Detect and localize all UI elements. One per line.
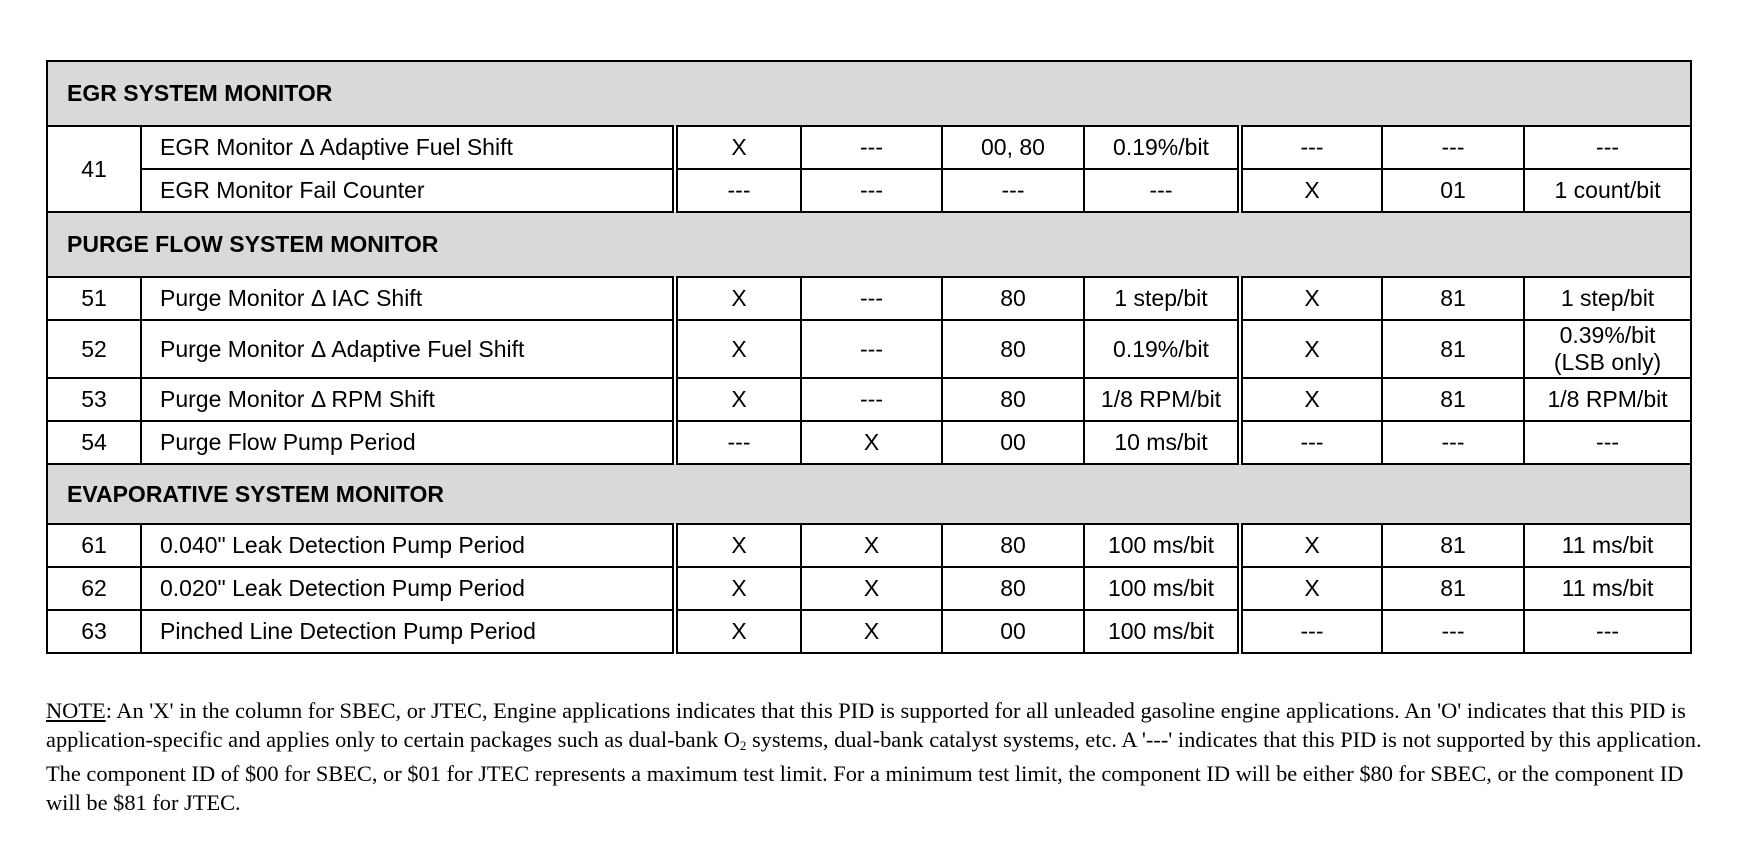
table-row (47, 610, 1691, 653)
value-cell: X (1240, 277, 1382, 320)
value-cell: --- (1382, 421, 1524, 464)
pid-cell: 54 (47, 421, 141, 464)
pid-cell: 51 (47, 277, 141, 320)
value-cell: X (1240, 378, 1382, 421)
note-subscript: 2 (739, 737, 747, 753)
table-row (47, 277, 1691, 320)
value-cell: 81 (1382, 524, 1524, 567)
value-cell: 80 (942, 524, 1084, 567)
section-header-egr (47, 61, 1691, 126)
value-cell: --- (675, 421, 801, 464)
description-cell: Purge Monitor Δ RPM Shift (141, 378, 675, 421)
value-cell: X (675, 610, 801, 653)
value-cell: 81 (1382, 378, 1524, 421)
value-cell: X (675, 567, 801, 610)
value-cell: 1 step/bit (1524, 277, 1691, 320)
value-cell: 100 ms/bit (1084, 610, 1240, 653)
section-title: PURGE FLOW SYSTEM MONITOR (47, 212, 1691, 277)
table-row (47, 567, 1691, 610)
value-cell: 81 (1382, 277, 1524, 320)
value-cell: --- (1524, 126, 1691, 169)
description-cell: EGR Monitor Fail Counter (141, 169, 675, 212)
value-cell-multiline (1524, 320, 1691, 378)
description-cell: 0.040" Leak Detection Pump Period (141, 524, 675, 567)
value-cell: X (1240, 524, 1382, 567)
value-cell: --- (1382, 610, 1524, 653)
value-cell: 1/8 RPM/bit (1524, 378, 1691, 421)
value-cell: 0.19%/bit (1084, 320, 1240, 378)
description-cell: Purge Monitor Δ IAC Shift (141, 277, 675, 320)
description-cell: Purge Monitor Δ Adaptive Fuel Shift (141, 320, 675, 378)
value-cell: X (801, 610, 942, 653)
value-cell: --- (675, 169, 801, 212)
pid-support-table (46, 60, 1692, 654)
table-row (47, 169, 1691, 212)
value-cell: 80 (942, 567, 1084, 610)
value-cell: 81 (1382, 567, 1524, 610)
section-title: EGR SYSTEM MONITOR (47, 61, 1691, 126)
table-row (47, 320, 1691, 378)
value-cell: 100 ms/bit (1084, 524, 1240, 567)
value-cell: --- (1524, 610, 1691, 653)
value-cell: 00 (942, 610, 1084, 653)
value-cell: X (675, 524, 801, 567)
value-cell: 80 (942, 277, 1084, 320)
table-row (47, 378, 1691, 421)
value-line: (LSB only) (1553, 349, 1662, 375)
value-cell: 01 (1382, 169, 1524, 212)
value-cell: --- (1382, 126, 1524, 169)
value-cell: X (675, 277, 801, 320)
description-cell: 0.020" Leak Detection Pump Period (141, 567, 675, 610)
table-row (47, 421, 1691, 464)
section-title: EVAPORATIVE SYSTEM MONITOR (47, 464, 1691, 524)
value-cell: X (675, 320, 801, 378)
value-cell: --- (1524, 421, 1691, 464)
value-cell: 1 count/bit (1524, 169, 1691, 212)
value-cell: --- (942, 169, 1084, 212)
value-cell: 10 ms/bit (1084, 421, 1240, 464)
value-cell: --- (1240, 610, 1382, 653)
value-cell: --- (801, 320, 942, 378)
value-cell: X (801, 567, 942, 610)
pid-cell: 53 (47, 378, 141, 421)
value-cell: X (675, 126, 801, 169)
value-cell: X (801, 524, 942, 567)
description-cell: Pinched Line Detection Pump Period (141, 610, 675, 653)
pid-cell: 62 (47, 567, 141, 610)
table-row (47, 524, 1691, 567)
value-cell: X (1240, 567, 1382, 610)
description-cell: EGR Monitor Δ Adaptive Fuel Shift (141, 126, 675, 169)
section-header-purge-flow (47, 212, 1691, 277)
value-cell: 1/8 RPM/bit (1084, 378, 1240, 421)
value-cell: 11 ms/bit (1524, 524, 1691, 567)
value-cell: X (675, 378, 801, 421)
pid-cell: 61 (47, 524, 141, 567)
value-cell: 81 (1382, 320, 1524, 378)
section-header-evaporative (47, 464, 1691, 524)
note-label: NOTE (46, 698, 106, 723)
pid-cell: 52 (47, 320, 141, 378)
value-cell: 1 step/bit (1084, 277, 1240, 320)
value-cell: 80 (942, 320, 1084, 378)
value-cell: X (1240, 169, 1382, 212)
value-cell: --- (801, 277, 942, 320)
note-text: : An 'X' in the column for SBEC, or JTEC, Engine applications indicates that this PID is supported for all unleaded gasoline engine applications. An 'O' indicates that this PID is application-specific and applies only to certain packages such as dual-bank O (46, 698, 1686, 752)
value-cell: --- (1240, 421, 1382, 464)
note-text-continued: systems, dual-bank catalyst systems, etc. A '---' indicates that this PID is not supported by this application. The component ID of $00 for SBEC, or $01 for JTEC represents a maximum test limit. For a minimum test limit, the component ID will be either $80 for SBEC, or the component ID will be $81 for JTEC. (46, 726, 1702, 815)
value-cell: 100 ms/bit (1084, 567, 1240, 610)
value-cell: --- (801, 169, 942, 212)
description-cell: Purge Flow Pump Period (141, 421, 675, 464)
value-cell: 0.19%/bit (1084, 126, 1240, 169)
value-cell: 11 ms/bit (1524, 567, 1691, 610)
value-line: 0.39%/bit (1559, 322, 1656, 348)
pid-cell: 63 (47, 610, 141, 653)
pid-cell: 41 (47, 126, 141, 212)
value-cell: 00 (942, 421, 1084, 464)
value-cell: --- (801, 378, 942, 421)
note-paragraph (46, 697, 1706, 817)
value-cell: X (1240, 320, 1382, 378)
value-cell: 80 (942, 378, 1084, 421)
value-cell: --- (1084, 169, 1240, 212)
value-cell: --- (1240, 126, 1382, 169)
table-row (47, 126, 1691, 169)
value-cell: 00, 80 (942, 126, 1084, 169)
value-cell: X (801, 421, 942, 464)
value-cell: --- (801, 126, 942, 169)
